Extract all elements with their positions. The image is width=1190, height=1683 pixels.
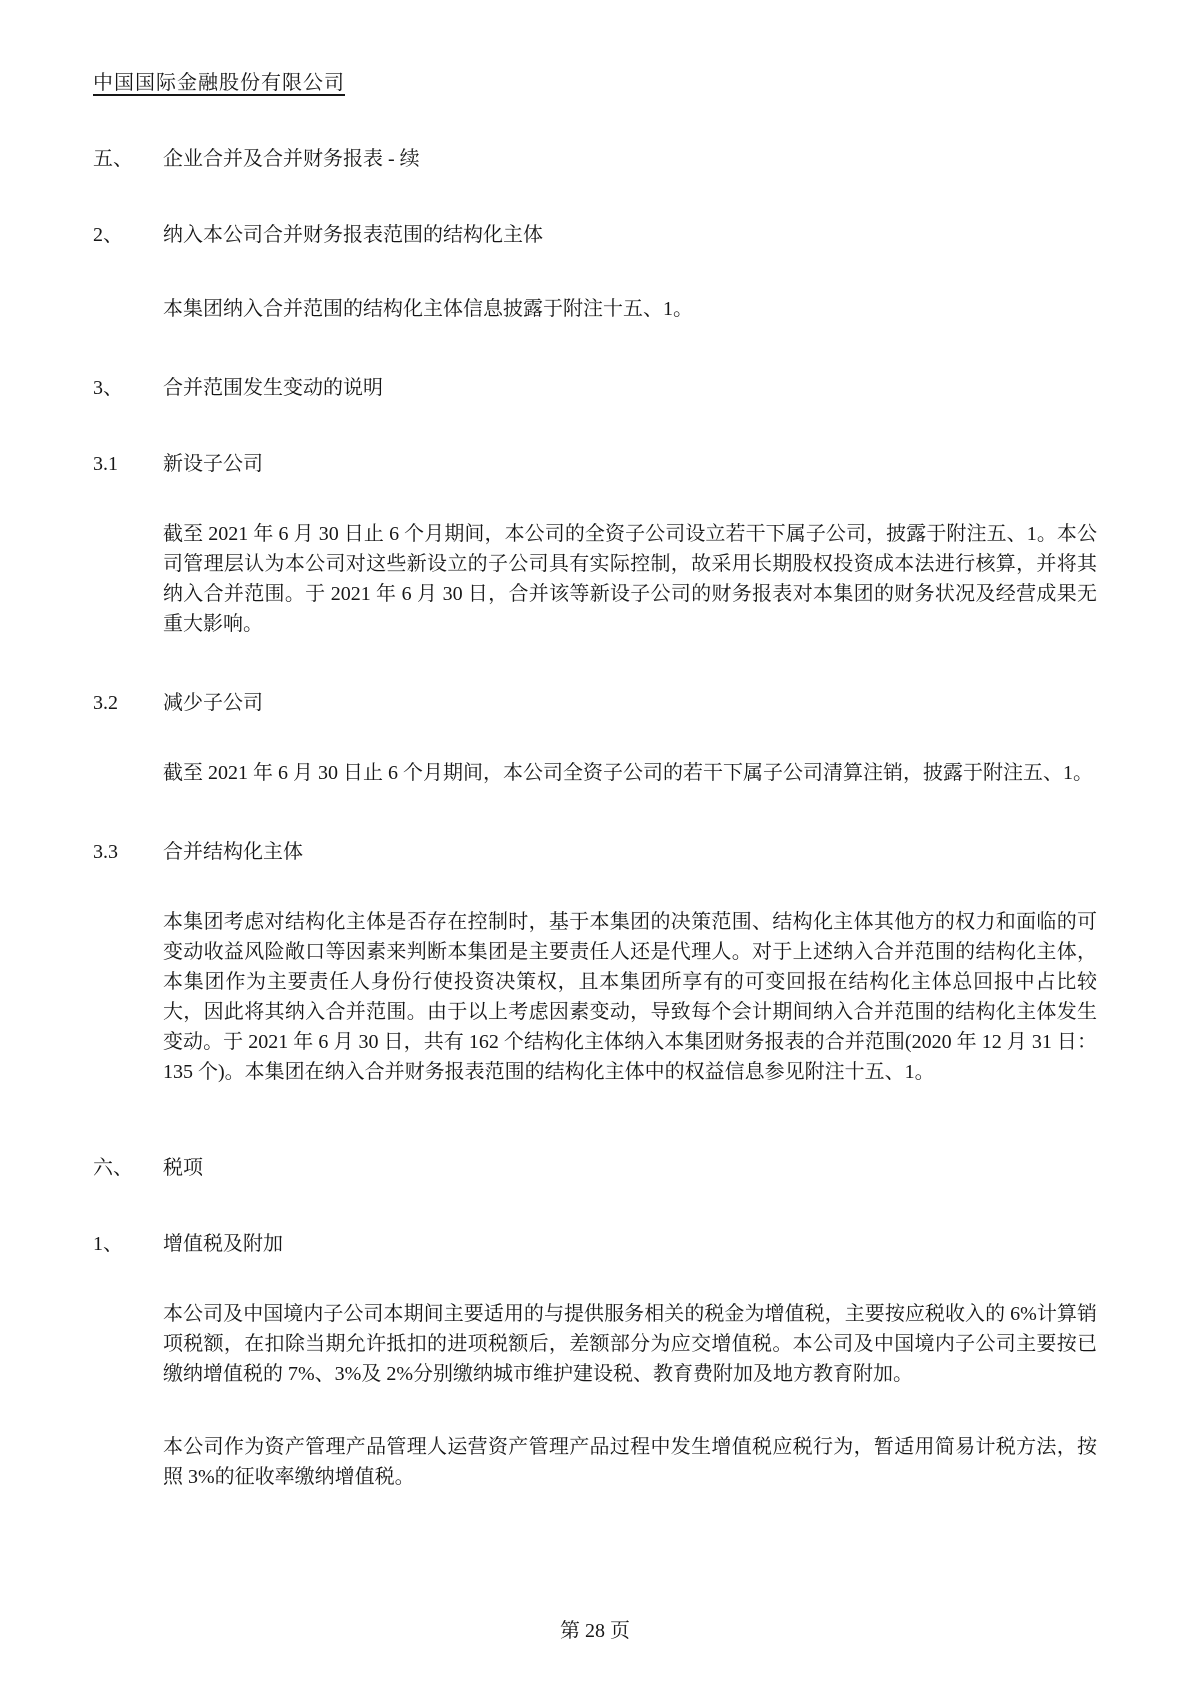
section-title: 增值税及附加 <box>163 1233 283 1255</box>
section-title: 合并范围发生变动的说明 <box>163 377 383 399</box>
section-number: 3.1 <box>93 453 118 475</box>
subsection-heading-2 <box>93 218 1097 247</box>
paragraph-asset-management-vat: 本公司作为资产管理产品管理人运营资产管理产品过程中发生增值税应税行为，暂适用简易计税方法，按照 3%的征收率缴纳增值税。 <box>163 1436 1097 1488</box>
subsection-heading-3-2 <box>93 686 1097 715</box>
paragraph-new-subsidiaries: 截至 2021 年 6 月 30 日止 6 个月期间，本公司的全资子公司设立若干下属子公司，披露于附注五、1。本公司管理层认为本公司对这些新设立的子公司具有实际控制，故采用长期股权投资成本法进行核算，并将其纳入合并范围。于 2021 年 6 月 30 日，合并该等新设子公司的财务报表对本集团的财务状况及经营成果无重大影响。 <box>163 523 1097 635</box>
section-number: 3.2 <box>93 692 118 714</box>
section-title: 新设子公司 <box>163 453 263 475</box>
subsection-heading-3 <box>93 371 1097 400</box>
section-heading-5 <box>93 142 1097 171</box>
section-title: 减少子公司 <box>163 692 263 714</box>
paragraph-consolidated-structured-entities: 本集团考虑对结构化主体是否存在控制时，基于本集团的决策范围、结构化主体其他方的权力和面临的可变动收益风险敞口等因素来判断本集团是主要责任人还是代理人。对于上述纳入合并范围的结构化主体，本集团作为主要责任人身份行使投资决策权，且本集团所享有的可变回报在结构化主体总回报中占比较大，因此将其纳入合并范围。由于以上考虑因素变动，导致每个会计期间纳入合并范围的结构化主体发生变动。于 2021 年 6 月 30 日，共有 162 个结构化主体纳入本集团财务报表的合并范围(2020 年 12 月 31 日：135 个)。本集团在纳入合并财务报表范围的结构化主体中的权益信息参见附注十五、1。 <box>163 911 1097 1083</box>
section-title: 合并结构化主体 <box>163 841 303 863</box>
section-title: 企业合并及合并财务报表 - 续 <box>163 148 420 170</box>
section-number: 3.3 <box>93 841 118 863</box>
section-number: 六、 <box>93 1157 133 1179</box>
section-title: 税项 <box>163 1157 203 1179</box>
subsection-heading-3-3 <box>93 835 1097 864</box>
page-number: 第 28 页 <box>560 1620 630 1642</box>
paragraph-structured-entities-note: 本集团纳入合并范围的结构化主体信息披露于附注十五、1。 <box>163 298 693 320</box>
subsection-heading-vat <box>93 1227 1097 1256</box>
paragraph-vat-rates: 本公司及中国境内子公司本期间主要适用的与提供服务相关的税金为增值税，主要按应税收入的 6%计算销项税额，在扣除当期允许抵扣的进项税额后，差额部分为应交增值税。本公司及中国境内子公司主要按已缴纳增值税的 7%、3%及 2%分别缴纳城市维护建设税、教育费附加及地方教育附加。 <box>163 1303 1097 1385</box>
section-heading-6 <box>93 1151 1097 1180</box>
subsection-heading-3-1 <box>93 447 1097 476</box>
section-number: 五、 <box>93 148 133 170</box>
paragraph-reduced-subsidiaries: 截至 2021 年 6 月 30 日止 6 个月期间，本公司全资子公司的若干下属子公司清算注销，披露于附注五、1。 <box>163 762 1093 784</box>
section-number: 3、 <box>93 377 123 399</box>
section-title: 纳入本公司合并财务报表范围的结构化主体 <box>163 224 543 246</box>
section-number: 1、 <box>93 1233 123 1255</box>
section-number: 2、 <box>93 224 123 246</box>
company-name: 中国国际金融股份有限公司 <box>93 72 345 94</box>
